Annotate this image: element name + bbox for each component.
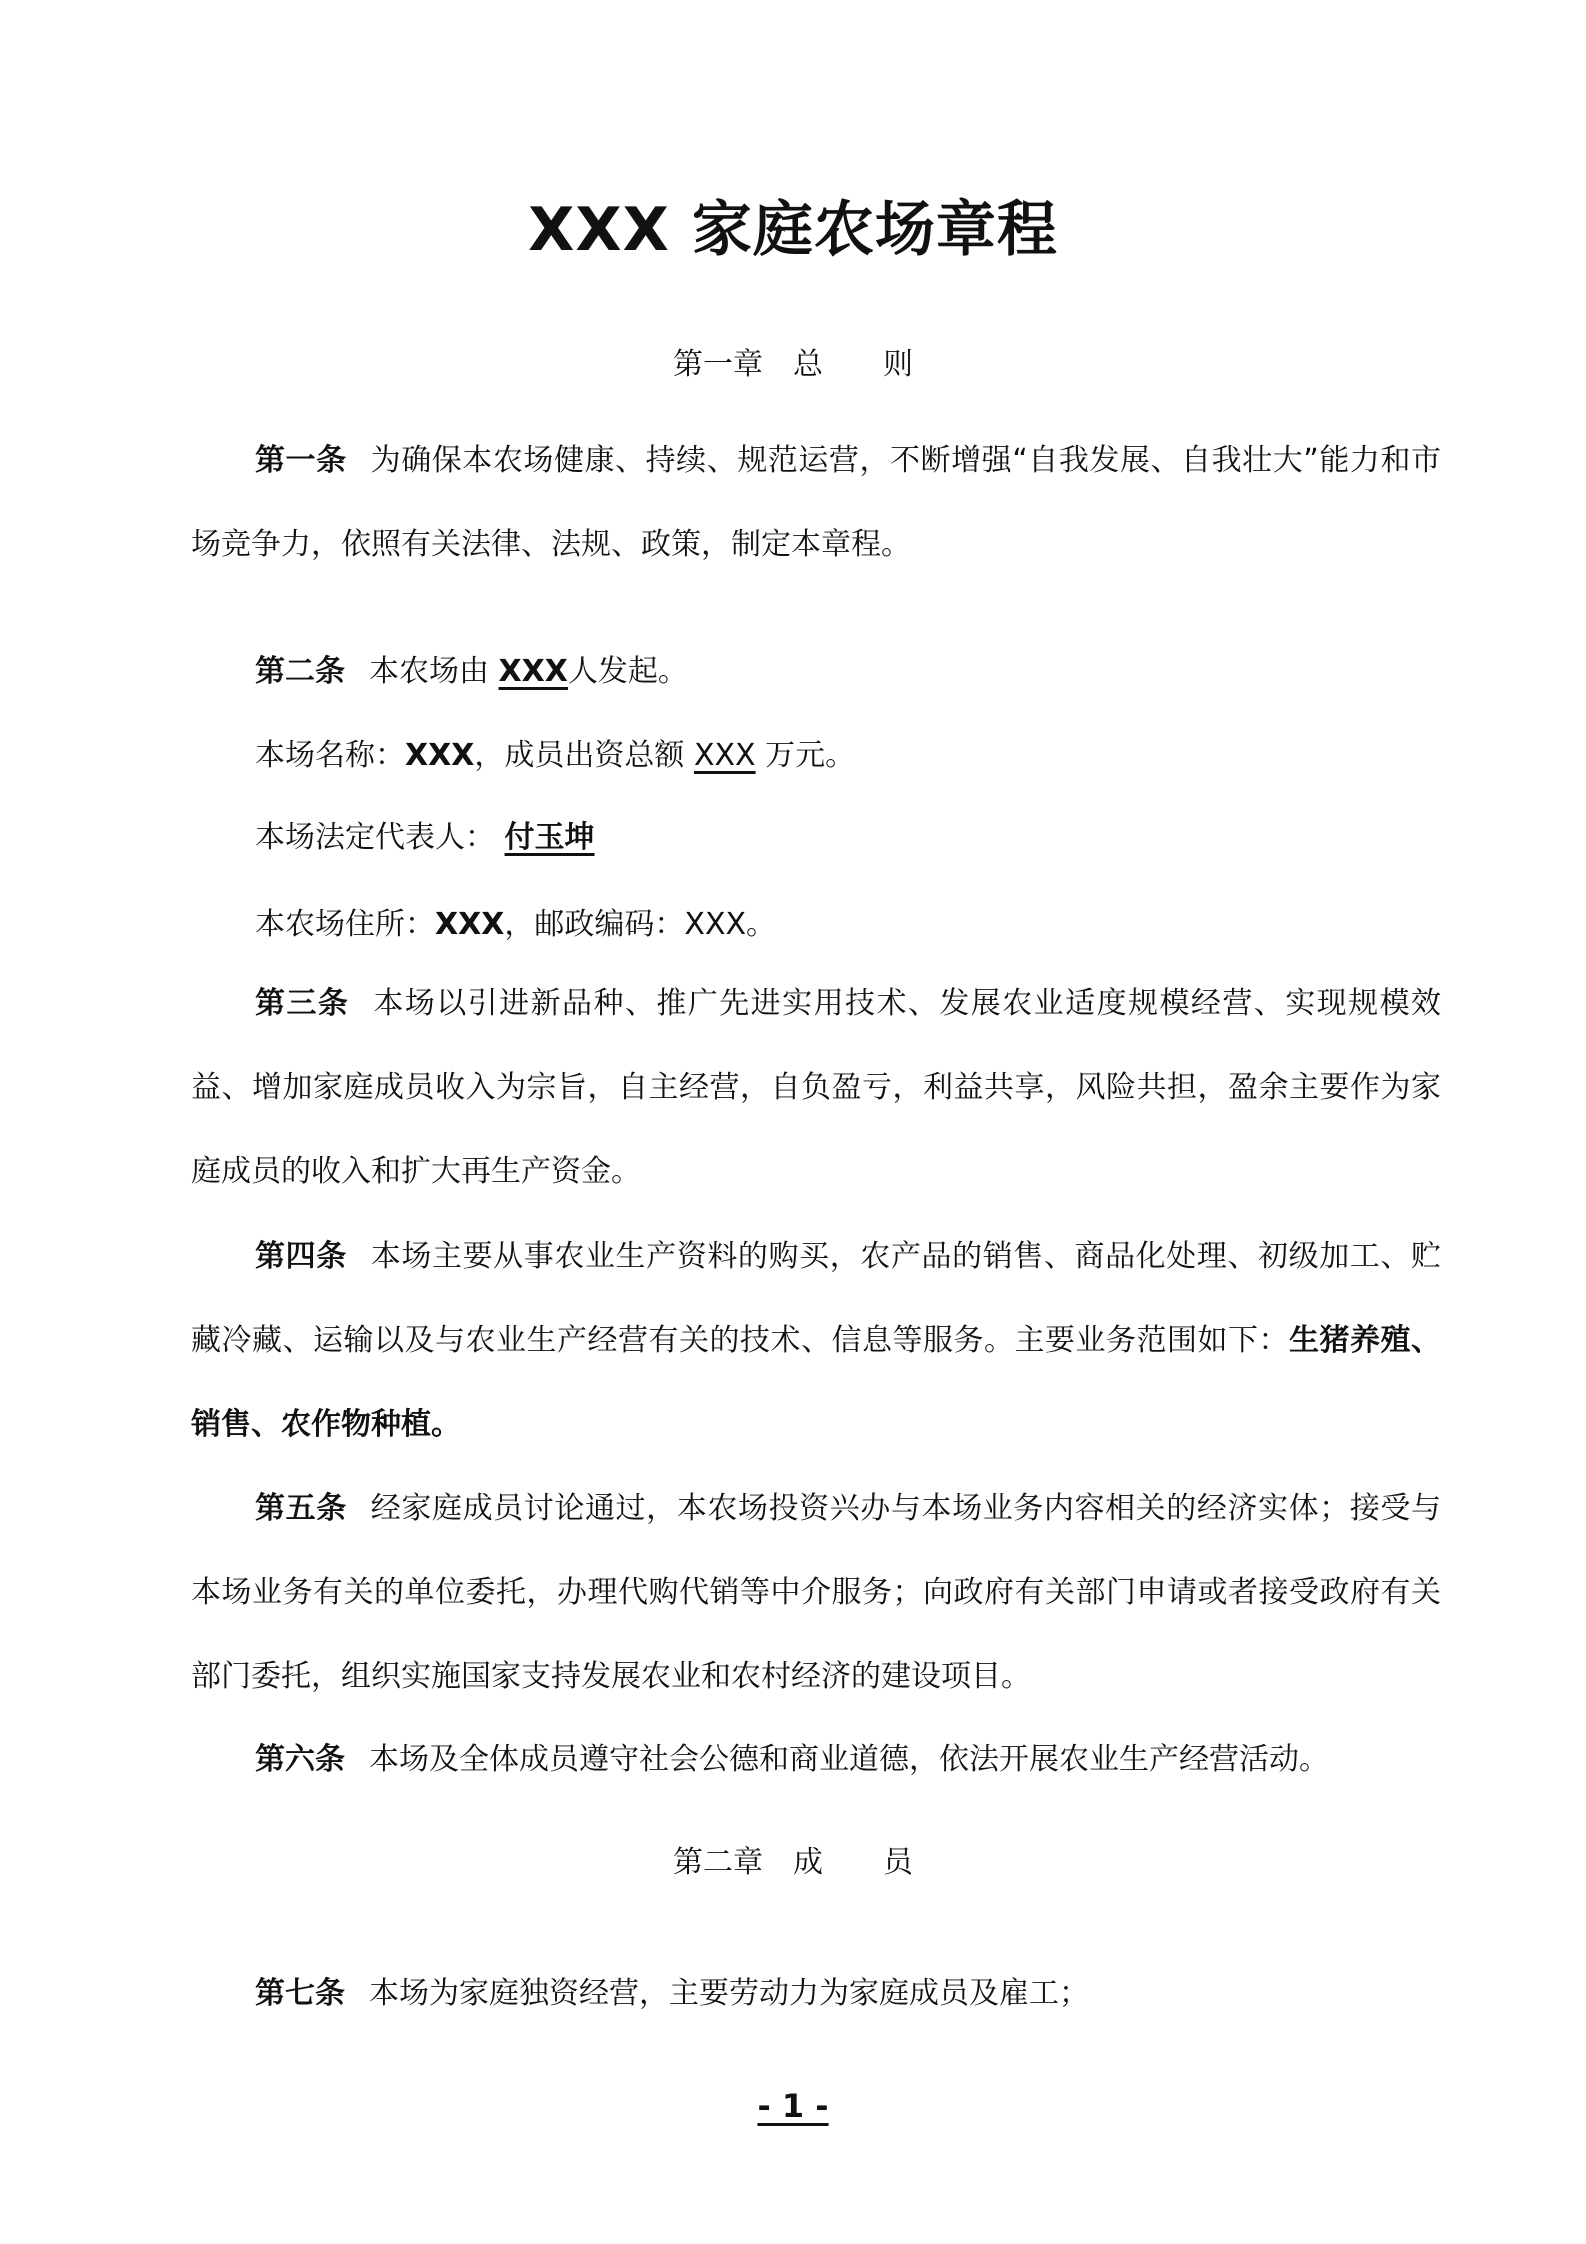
postal-value: XXX。 [684, 907, 777, 942]
address-line [255, 905, 776, 945]
postal-label: ，邮政编码： [504, 907, 685, 942]
farm-capital-value: XXX [693, 738, 756, 773]
article-4-scope: 生猪养殖、销售、农作物种植。 [191, 1323, 1441, 1442]
article-2 [255, 652, 688, 692]
address-value: XXX [435, 907, 505, 942]
article-1 [191, 419, 1441, 587]
article-6-label: 第六条 [255, 1742, 345, 1777]
article-7-label: 第七条 [255, 1976, 345, 2011]
document-title: XXX 家庭农场章程 [528, 195, 1058, 265]
article-2-text-a: 本农场由 [369, 654, 489, 689]
article-6 [255, 1740, 1329, 1780]
article-7 [255, 1974, 1089, 2014]
legal-rep-line [255, 818, 595, 858]
article-2-text-b: 人发起。 [567, 654, 688, 689]
farm-capital-unit: 万元。 [765, 738, 856, 773]
farm-name-line [255, 736, 855, 776]
address-label: 本农场住所： [255, 907, 435, 942]
article-2-initiators: XXX [498, 654, 568, 689]
legal-rep-value: 付玉坤 [504, 820, 595, 855]
article-5 [191, 1467, 1441, 1719]
article-3-label: 第三条 [255, 986, 350, 1021]
farm-name-mid: ，成员出资总额 [474, 738, 685, 773]
article-1-text: 为确保本农场健康、持续、规范运营，不断增强“自我发展、自我壮大”能力和市场竞争力，依照有关法律、法规、政策，制定本章程。 [191, 443, 1441, 562]
farm-name-value: XXX [405, 738, 475, 773]
chapter-2-heading [0, 1843, 1586, 1883]
chapter-2-title: 第二章 成 员 [673, 1845, 913, 1880]
page-number [0, 2086, 1586, 2126]
chapter-1-heading [0, 345, 1586, 385]
article-2-label: 第二条 [255, 654, 345, 689]
article-5-label: 第五条 [255, 1491, 347, 1526]
article-4 [191, 1215, 1441, 1467]
article-7-text: 本场为家庭独资经营，主要劳动力为家庭成员及雇工； [369, 1976, 1089, 2011]
farm-name-label: 本场名称： [255, 738, 405, 773]
article-1-label: 第一条 [255, 443, 347, 478]
article-4-label: 第四条 [255, 1239, 347, 1274]
article-3 [191, 962, 1441, 1214]
article-4-text: 本场主要从事农业生产资料的购买，农产品的销售、商品化处理、初级加工、贮藏冷藏、运输以及与农业生产经营有关的技术、信息等服务。主要业务范围如下： [191, 1239, 1442, 1358]
chapter-1-title: 第一章 总 则 [673, 347, 913, 382]
page-number-text: - 1 - [757, 2087, 829, 2125]
article-5-text: 经家庭成员讨论通过，本农场投资兴办与本场业务内容相关的经济实体；接受与本场业务有关的单位委托，办理代购代销等中介服务；向政府有关部门申请或者接受政府有关部门委托，组织实施国家支持发展农业和农村经济的建设项目。 [191, 1491, 1442, 1694]
legal-rep-label: 本场法定代表人： [255, 820, 495, 855]
article-3-text: 本场以引进新品种、推广先进实用技术、发展农业适度规模经营、实现规模效益、增加家庭成员收入为宗旨，自主经营，自负盈亏，利益共享，风险共担，盈余主要作为家庭成员的收入和扩大再生产资金。 [191, 986, 1442, 1189]
article-6-text: 本场及全体成员遵守社会公德和商业道德，依法开展农业生产经营活动。 [369, 1742, 1329, 1777]
